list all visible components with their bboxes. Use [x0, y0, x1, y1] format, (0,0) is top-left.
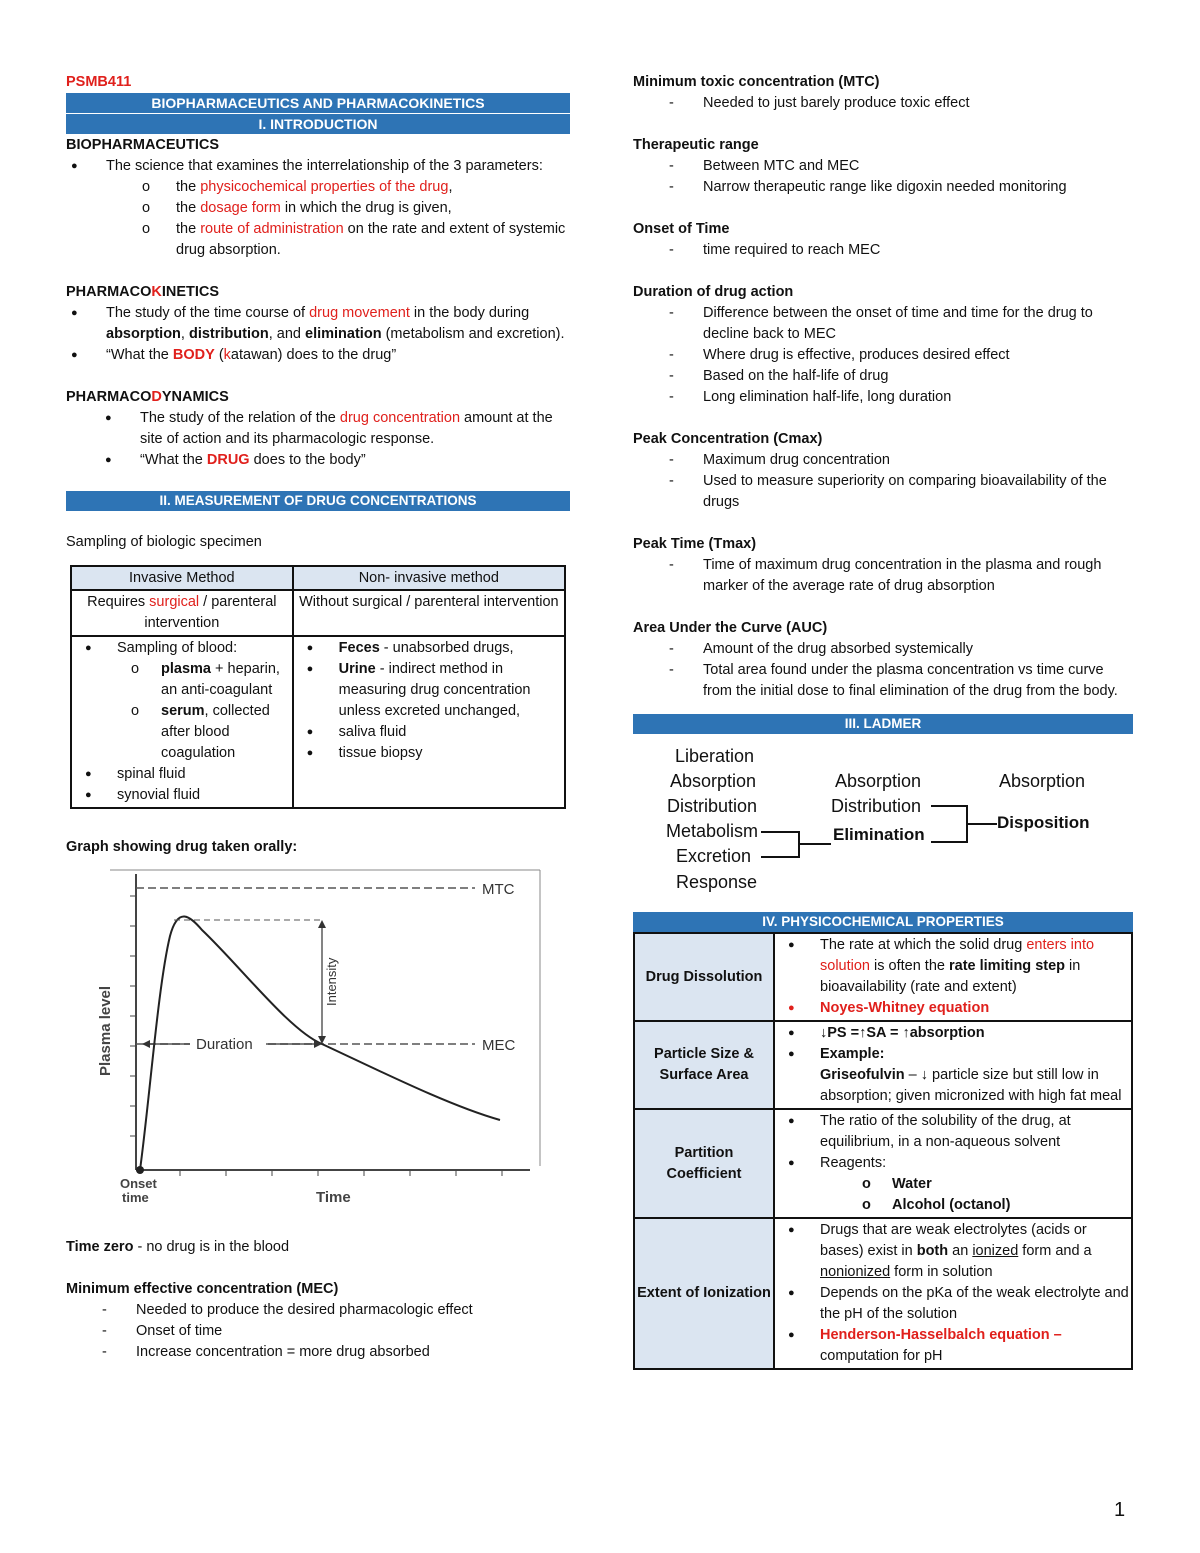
table-header-invasive: Invasive Method	[71, 566, 293, 590]
list-item: ● tissue biopsy	[339, 743, 563, 764]
list-item: - Where drug is effective, produces desired effect	[703, 345, 1133, 366]
section-ladmer-header: III. LADMER	[633, 714, 1133, 734]
onset-list	[633, 240, 1133, 261]
list-item: ● Sampling of blood: o plasma + heparin, an anti-coagulant o serum, collected after blood coagulation	[117, 638, 291, 764]
list-item: ● “What the BODY (katawan) does to the drug”	[106, 345, 570, 366]
sampling-methods-table	[70, 565, 566, 809]
table-row	[634, 1109, 1132, 1218]
section-introduction-header: I. INTRODUCTION	[66, 114, 570, 134]
list-item: o Water	[892, 1174, 1130, 1195]
list-item: ● “What the DRUG does to the body”	[140, 450, 570, 471]
list-item: ● Henderson-Hasselbalch equation – computation for pH	[820, 1325, 1130, 1367]
list-item: - Total area found under the plasma concentration vs time curve from the initial dose to final elimination of the drug from the body.	[703, 660, 1133, 702]
table-header-noninvasive: Non- invasive method	[293, 566, 565, 590]
ladmer-diagram	[633, 734, 1133, 902]
pharmacokinetics-list	[66, 303, 570, 366]
ladmer-absorption-final: Absorption	[999, 771, 1086, 791]
noninvasive-list-cell	[293, 636, 565, 808]
mec-label: MEC	[482, 1037, 516, 1054]
x-axis-label: Time	[316, 1189, 351, 1206]
list-item: - Used to measure superiority on comparing bioavailability of the drugs	[703, 471, 1133, 513]
invasive-list-cell	[71, 636, 293, 808]
mtc-label: MTC	[482, 881, 515, 898]
mtc-heading: Minimum toxic concentration (MTC)	[633, 74, 880, 90]
noninvasive-description: Without surgical / parenteral intervention	[293, 590, 565, 636]
biopharmaceutics-heading: BIOPHARMACEUTICS	[66, 137, 220, 153]
list-item: ● The study of the relation of the drug concentration amount at the site of action and its pharmacologic response.	[140, 408, 570, 450]
list-item: o Alcohol (octanol)	[892, 1195, 1130, 1216]
list-item: ● The ratio of the solubility of the drug, at equilibrium, in a non-aqueous solvent	[820, 1111, 1130, 1153]
tmax-list	[633, 555, 1133, 597]
list-item: o the physicochemical properties of the drug,	[176, 177, 570, 198]
auc-heading: Area Under the Curve (AUC)	[633, 620, 828, 636]
list-item: - Difference between the onset of time and time for the drug to decline back to MEC	[703, 303, 1133, 345]
list-item: ● Noyes-Whitney equation	[820, 998, 1130, 1019]
list-item: - Needed to just barely produce toxic effect	[703, 93, 1133, 114]
onset-heading: Onset of Time	[633, 221, 730, 237]
list-item: o the dosage form in which the drug is given,	[176, 198, 570, 219]
list-item: ● synovial fluid	[117, 785, 291, 806]
onset-label-1: Onset	[120, 1176, 157, 1191]
ladmer-connectors	[633, 734, 1133, 902]
row-label-dissolution: Drug Dissolution	[634, 933, 774, 1021]
pharmacodynamics-heading: PHARMACODYNAMICS	[66, 389, 229, 405]
mec-heading: Minimum effective concentration (MEC)	[66, 1281, 339, 1297]
cmax-heading: Peak Concentration (Cmax)	[633, 431, 823, 447]
list-item: - Amount of the drug absorbed systemically	[703, 639, 1133, 660]
list-item: o the route of administration on the rate and extent of systemic drug absorption.	[176, 219, 570, 261]
ladmer-disposition: Disposition	[997, 813, 1090, 832]
list-item: ● The science that examines the interrelationship of the 3 parameters: o the physicochemical properties of the drug, o the dosage form in which the drug is given, o the route of administration on the rate and extent of systemic drug absorption.	[106, 156, 570, 261]
page-number: 1	[1114, 1499, 1126, 1521]
dissolution-cell	[774, 933, 1132, 1021]
list-item: ● Depends on the pKa of the weak electrolyte and the pH of the solution	[820, 1283, 1130, 1325]
ladmer-elimination: Elimination	[833, 825, 925, 844]
ladmer-response: Response	[676, 872, 758, 892]
section-measurement-header: II. MEASUREMENT OF DRUG CONCENTRATIONS	[66, 491, 570, 511]
time-zero-line: Time zero - no drug is in the blood	[66, 1239, 290, 1255]
list-item: o serum, collected after blood coagulation	[161, 701, 291, 764]
pharmacodynamics-list	[66, 408, 570, 471]
list-item: ● Urine - indirect method in measuring drug concentration unless excreted unchanged,	[339, 659, 563, 722]
list-item: ● Feces - unabsorbed drugs,	[339, 638, 563, 659]
graph-caption: Graph showing drug taken orally:	[66, 839, 298, 855]
row-label-particle-size: Particle Size & Surface Area	[634, 1021, 774, 1109]
cmax-list	[633, 450, 1133, 513]
ladmer-distribution-group: Distribution	[831, 796, 922, 816]
auc-list	[633, 639, 1133, 702]
sub-list	[136, 177, 570, 261]
duration-label: Duration	[196, 1036, 253, 1053]
table-row	[634, 1021, 1132, 1109]
list-item: ● Reagents:	[820, 1153, 1130, 1174]
ladmer-absorption-group: Absorption	[835, 771, 922, 791]
sampling-heading: Sampling of biologic specimen	[66, 534, 262, 550]
ionization-cell	[774, 1218, 1132, 1369]
list-item: ● The rate at which the solid drug enters into solution is often the rate limiting step in bioavailability (rate and extent)	[820, 935, 1130, 998]
mtc-list	[633, 93, 1133, 114]
ladmer-excretion: Excretion	[676, 846, 752, 866]
ladmer-absorption: Absorption	[670, 771, 757, 791]
table-row	[634, 1218, 1132, 1369]
course-code: PSMB411	[66, 74, 132, 90]
onset-point	[136, 1166, 144, 1174]
partition-cell	[774, 1109, 1132, 1218]
intensity-label: Intensity	[324, 957, 339, 1006]
list-item: ● Drugs that are weak electrolytes (acids or bases) exist in both an ionized form and a nonionized form in solution	[820, 1220, 1130, 1283]
list-item: ● saliva fluid	[339, 722, 563, 743]
list-item: ● spinal fluid	[117, 764, 291, 785]
section-physicochemical-header: IV. PHYSICOCHEMICAL PROPERTIES	[633, 912, 1133, 932]
ladmer-liberation: Liberation	[675, 746, 755, 766]
list-item: - Narrow therapeutic range like digoxin needed monitoring	[703, 177, 1133, 198]
list-item: - Between MTC and MEC	[703, 156, 1133, 177]
list-item: ● The study of the time course of drug movement in the body during absorption, distribution, and elimination (metabolism and excretion).	[106, 303, 570, 345]
invasive-description: Requires surgical / parenteral intervention	[71, 590, 293, 636]
ladmer-distribution: Distribution	[667, 796, 758, 816]
list-item: ● ↓PS =↑SA = ↑absorption	[820, 1023, 1130, 1044]
therapeutic-range-list	[633, 156, 1133, 198]
list-item: - time required to reach MEC	[703, 240, 1133, 261]
pharmacokinetics-heading: PHARMACOKINETICS	[66, 284, 220, 300]
list-item: - Based on the half-life of drug	[703, 366, 1133, 387]
tmax-heading: Peak Time (Tmax)	[633, 536, 757, 552]
list-item: - Maximum drug concentration	[703, 450, 1133, 471]
y-axis-label: Plasma level	[97, 985, 114, 1076]
table-row	[634, 933, 1132, 1021]
document-title: BIOPHARMACEUTICS AND PHARMACOKINETICS	[66, 93, 570, 113]
physicochemical-table	[633, 932, 1133, 1370]
right-column	[633, 72, 1133, 1370]
ladmer-metabolism: Metabolism	[666, 821, 759, 841]
left-column	[66, 72, 570, 1363]
biopharmaceutics-list	[66, 156, 570, 261]
list-item: - Needed to produce the desired pharmacologic effect	[136, 1300, 570, 1321]
row-label-ionization: Extent of Ionization	[634, 1218, 774, 1369]
row-label-partition: Partition Coefficient	[634, 1109, 774, 1218]
list-item: - Long elimination half-life, long duration	[703, 387, 1133, 408]
particle-size-cell	[774, 1021, 1132, 1109]
list-item: - Time of maximum drug concentration in the plasma and rough marker of the average rate of drug absorption	[703, 555, 1133, 597]
therapeutic-range-heading: Therapeutic range	[633, 137, 759, 153]
list-item: ● Example: Griseofulvin – ↓ particle size but still low in absorption; given micronized with high fat meal	[820, 1044, 1130, 1107]
onset-label-2: time	[122, 1190, 149, 1205]
list-item: - Increase concentration = more drug absorbed	[136, 1342, 570, 1363]
list-item: - Onset of time	[136, 1321, 570, 1342]
duration-list	[633, 303, 1133, 408]
mec-list	[66, 1300, 570, 1363]
duration-heading: Duration of drug action	[633, 284, 794, 300]
plasma-level-graph	[90, 866, 550, 1226]
list-item: o plasma + heparin, an anti-coagulant	[161, 659, 291, 701]
